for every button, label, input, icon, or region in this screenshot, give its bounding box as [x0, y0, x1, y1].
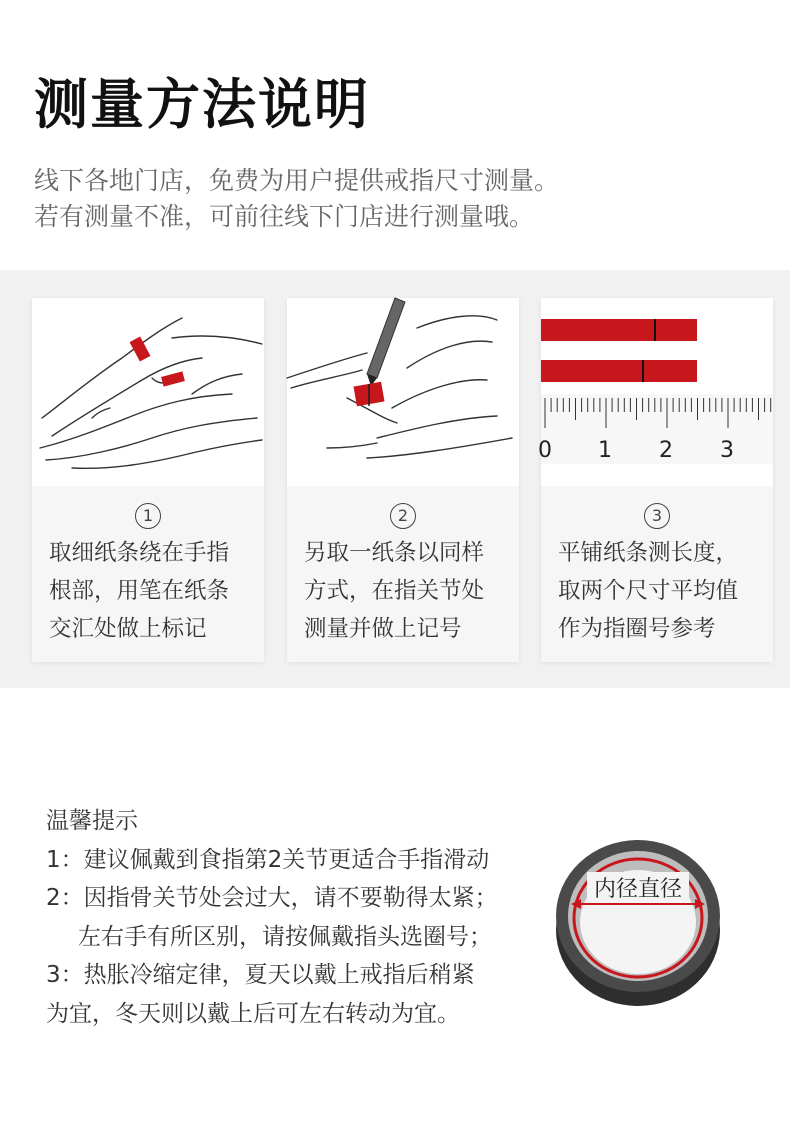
intro-line-1: 线下各地门店，免费为用户提供戒指尺寸测量。 — [34, 166, 560, 195]
step-1-line: 交汇处做上标记 — [49, 616, 207, 642]
ring-label: 内径直径 — [593, 877, 683, 902]
step-2-number: 2 — [287, 502, 519, 529]
tips-heading: 温馨提示 — [46, 808, 138, 834]
page-title: 测量方法说明 — [34, 73, 370, 136]
paper-strip-2 — [541, 360, 697, 382]
intro-line-2: 若有测量不准，可前往线下门店进行测量哦。 — [34, 202, 535, 231]
step-3-number: 3 — [541, 502, 773, 529]
step-1-number: 1 — [32, 502, 264, 529]
step-1-description — [49, 534, 259, 648]
step-3-line: 作为指圈号参考 — [558, 616, 716, 642]
intro-text — [34, 163, 559, 235]
step-3-panel — [541, 486, 773, 662]
tip-line: 1：建议佩戴到食指第2关节更适合手指滑动 — [46, 846, 490, 873]
step-card-1 — [32, 298, 264, 662]
ruler-label: 0 — [538, 438, 552, 463]
step-1-line: 根部，用笔在纸条 — [49, 578, 230, 604]
step-1-illustration — [32, 298, 264, 486]
tip-line: 为宜，冬天则以戴上后可左右转动为宜。 — [46, 1000, 460, 1027]
step-2-panel — [287, 486, 519, 662]
step-2-line: 另取一纸条以同样 — [304, 540, 485, 566]
step-1-panel — [32, 486, 264, 662]
step-2-illustration — [287, 298, 519, 486]
ruler-label: 2 — [659, 438, 673, 463]
ruler-label: 1 — [598, 438, 612, 463]
ruler-label: 3 — [720, 438, 734, 463]
step-card-3 — [538, 298, 773, 662]
tip-line: 左右手有所区别，请按佩戴指头选圈号； — [78, 923, 492, 950]
step-3-line: 取两个尺寸平均值 — [558, 578, 739, 604]
tip-line: 3：热胀冷缩定律，夏天以戴上戒指后稍紧 — [46, 962, 475, 988]
tip-line: 2：因指骨关节处会过大，请不要勒得太紧； — [46, 885, 498, 911]
step-3-illustration — [538, 298, 773, 486]
ring-illustration — [553, 830, 723, 1008]
step-3-line: 平铺纸条测长度， — [558, 540, 739, 566]
step-card-2 — [287, 298, 519, 662]
step-2-line: 测量并做上记号 — [304, 616, 462, 642]
step-1-line: 取细纸条绕在手指 — [49, 540, 230, 566]
paper-strip-1 — [541, 319, 697, 341]
step-3-description — [558, 534, 768, 648]
step-2-line: 方式，在指关节处 — [304, 578, 485, 604]
step-2-description — [304, 534, 514, 648]
tips-section — [46, 802, 498, 1033]
